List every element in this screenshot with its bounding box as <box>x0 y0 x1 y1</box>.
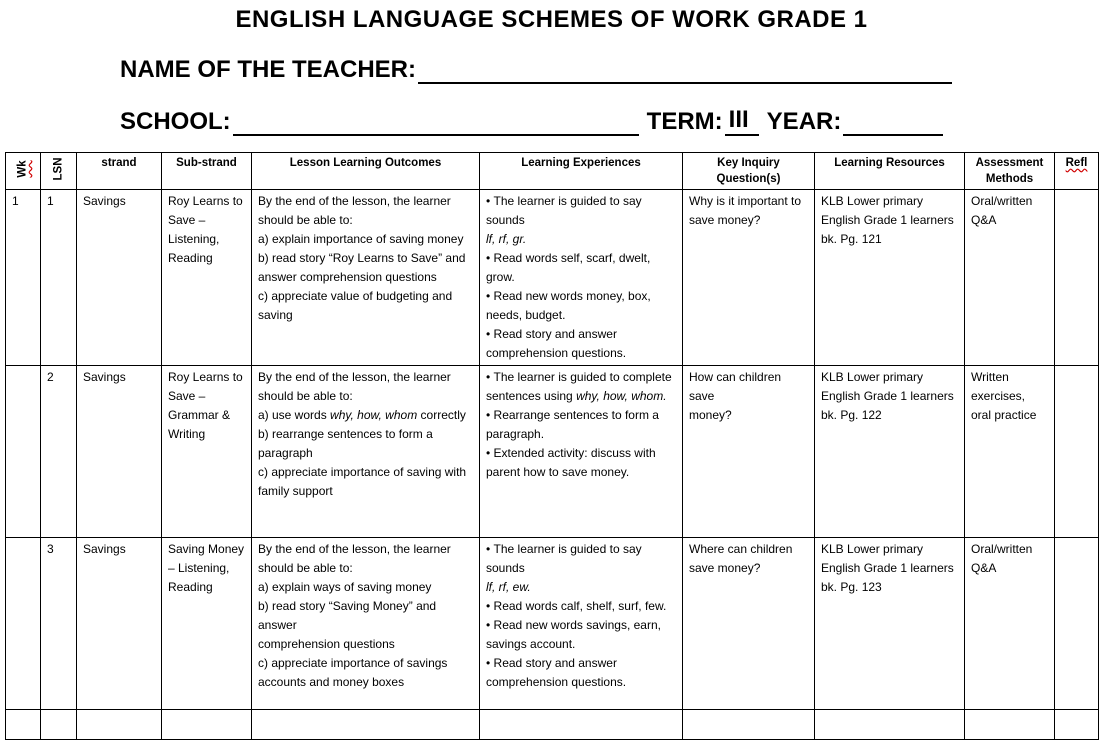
cell-lsn: 1 <box>41 190 77 366</box>
cell-experiences: • The learner is guided to complete sentences using why, how, whom. • Rearrange sentences to form a paragraph. • Extended activity: discuss with parent how to save money. <box>480 366 683 538</box>
empty-cell[interactable] <box>815 710 965 740</box>
cell-refl[interactable] <box>1055 538 1099 710</box>
table-row <box>6 366 1099 538</box>
cell-refl[interactable] <box>1055 366 1099 538</box>
empty-cell[interactable] <box>41 710 77 740</box>
cell-refl[interactable] <box>1055 190 1099 366</box>
school-term-year-line <box>120 106 943 136</box>
col-header-assessment: Assessment Methods <box>965 153 1055 190</box>
cell-lsn: 3 <box>41 538 77 710</box>
cell-lsn: 2 <box>41 366 77 538</box>
col-header-outcomes: Lesson Learning Outcomes <box>252 153 480 190</box>
cell-resources: KLB Lower primary English Grade 1 learners bk. Pg. 123 <box>815 538 965 710</box>
empty-cell[interactable] <box>965 710 1055 740</box>
col-header-experiences: Learning Experiences <box>480 153 683 190</box>
teacher-name-blank[interactable] <box>418 58 952 84</box>
school-blank[interactable] <box>233 110 639 136</box>
term-label: TERM: <box>646 108 723 135</box>
cell-assessment: Oral/written Q&A <box>965 538 1055 710</box>
year-blank[interactable] <box>843 110 943 136</box>
cell-strand: Savings <box>77 366 162 538</box>
empty-cell[interactable] <box>1055 710 1099 740</box>
scheme-table <box>5 152 1099 740</box>
school-label: SCHOOL: <box>120 108 231 135</box>
cell-outcomes: By the end of the lesson, the learner should be able to: a) explain importance of saving money b) read story “Roy Learns to Save” and answer comprehension questions c) appreciate value of budgeting and saving <box>252 190 480 366</box>
col-header-substrand: Sub-strand <box>162 153 252 190</box>
document-title: ENGLISH LANGUAGE SCHEMES OF WORK GRADE 1 <box>235 6 868 33</box>
term-value: III <box>725 106 759 136</box>
empty-cell[interactable] <box>480 710 683 740</box>
col-header-resources: Learning Resources <box>815 153 965 190</box>
table-row <box>6 190 1099 366</box>
table-row <box>6 538 1099 710</box>
cell-substrand: Roy Learns to Save – Grammar & Writing <box>162 366 252 538</box>
col-header-refl: Refl <box>1055 153 1099 190</box>
teacher-label: NAME OF THE TEACHER: <box>120 56 416 83</box>
cell-experiences: • The learner is guided to say sounds lf, rf, ew. • Read words calf, shelf, surf, few. • Read new words savings, earn, savings account. • Read story and answer comprehension questions. <box>480 538 683 710</box>
empty-cell[interactable] <box>162 710 252 740</box>
cell-resources: KLB Lower primary English Grade 1 learners bk. Pg. 121 <box>815 190 965 366</box>
col-header-wk: Wk <box>6 153 41 190</box>
cell-outcomes: By the end of the lesson, the learner should be able to: a) explain ways of saving money b) read story “Saving Money” and answer comprehension questions c) appreciate importance of savings accounts and money boxes <box>252 538 480 710</box>
cell-outcomes: By the end of the lesson, the learner should be able to: a) use words why, how, whom correctly b) rearrange sentences to form a paragraph c) appreciate importance of saving with family support <box>252 366 480 538</box>
cell-inquiry: Why is it important to save money? <box>683 190 815 366</box>
cell-strand: Savings <box>77 190 162 366</box>
cell-wk: 1 <box>6 190 41 366</box>
empty-row <box>6 710 1099 740</box>
cell-inquiry: Where can children save money? <box>683 538 815 710</box>
cell-wk <box>6 366 41 538</box>
empty-cell[interactable] <box>252 710 480 740</box>
col-header-strand: strand <box>77 153 162 190</box>
cell-wk <box>6 538 41 710</box>
cell-inquiry: How can children save money? <box>683 366 815 538</box>
cell-resources: KLB Lower primary English Grade 1 learners bk. Pg. 122 <box>815 366 965 538</box>
teacher-name-line <box>120 56 952 84</box>
cell-substrand: Roy Learns to Save – Listening, Reading <box>162 190 252 366</box>
cell-substrand: Saving Money – Listening, Reading <box>162 538 252 710</box>
empty-cell[interactable] <box>6 710 41 740</box>
empty-cell[interactable] <box>77 710 162 740</box>
header-row <box>6 153 1099 190</box>
col-header-inquiry: Key Inquiry Question(s) <box>683 153 815 190</box>
cell-assessment: Written exercises, oral practice <box>965 366 1055 538</box>
col-header-lsn: LSN <box>41 153 77 190</box>
empty-cell[interactable] <box>683 710 815 740</box>
cell-strand: Savings <box>77 538 162 710</box>
cell-experiences: • The learner is guided to say sounds lf, rf, gr. • Read words self, scarf, dwelt, grow. • Read new words money, box, needs, budget. • Read story and answer comprehension questions. <box>480 190 683 366</box>
cell-assessment: Oral/written Q&A <box>965 190 1055 366</box>
year-label: YEAR: <box>766 108 842 135</box>
